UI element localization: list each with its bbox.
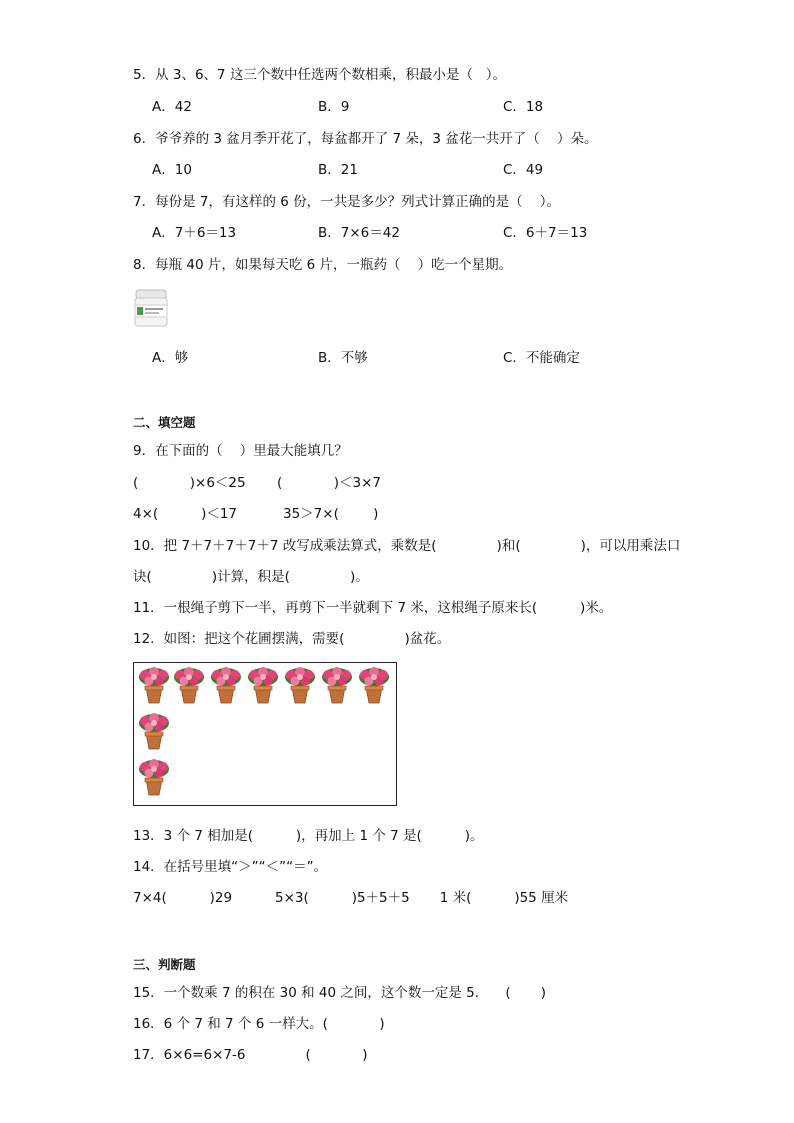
question-11: 11．一根绳子剪下一半，再剪下一半就剩下 7 米，这根绳子原来长( )米。	[133, 600, 613, 616]
question-15: 15．一个数乘 7 的积在 30 和 40 之间，这个数一定是 5． ( )	[133, 985, 546, 1001]
question-8-option-a: A．够	[152, 350, 189, 366]
question-8-option-c: C．不能确定	[503, 350, 580, 366]
question-9-row1-right: ( )＜3×7	[277, 475, 382, 491]
question-7-option-a: A．7＋6＝13	[152, 225, 237, 241]
question-8-stem: 8．每瓶 40 片，如果每天吃 6 片，一瓶药（ ）吃一个星期。	[133, 257, 513, 273]
section-3-heading: 三、判断题	[133, 957, 196, 972]
question-13: 13．3 个 7 相加是( )，再加上 1 个 7 是( )。	[133, 828, 484, 844]
question-5-option-c: C．18	[503, 99, 544, 115]
question-14-items: 7×4( )29 5×3( )5＋5＋5 1 米( )55 厘米	[133, 890, 569, 906]
medicine-bottle-image	[133, 288, 169, 328]
question-9-row2-right: 35＞7×( )	[283, 506, 379, 522]
question-7-option-b: B．7×6＝42	[318, 225, 400, 241]
question-10-line2: 诀( )计算，积是( )。	[133, 569, 369, 585]
question-6-option-a: A．10	[152, 162, 192, 178]
question-9-row2-left: 4×( )＜17	[133, 506, 238, 522]
flower-bed-figure	[133, 662, 397, 806]
question-6-option-b: B．21	[318, 162, 358, 178]
question-9-row1-left: ( )×6＜25	[133, 475, 246, 491]
question-5-option-a: A．42	[152, 99, 192, 115]
question-8-option-b: B．不够	[318, 350, 368, 366]
section-2-heading: 二、填空题	[133, 415, 196, 430]
question-5-option-b: B．9	[318, 99, 350, 115]
question-6-stem: 6．爷爷养的 3 盆月季开花了，每盆都开了 7 朵，3 盆花一共开了（ ）朵。	[133, 131, 598, 147]
question-10-line1: 10．把 7＋7＋7＋7＋7 改写成乘法算式，乘数是( )和( )，可以用乘法口	[133, 538, 681, 554]
question-16: 16．6 个 7 和 7 个 6 一样大。( )	[133, 1016, 385, 1032]
question-5-stem: 5．从 3、6、7 这三个数中任选两个数相乘，积最小是（ ）。	[133, 67, 507, 83]
question-14-stem: 14．在括号里填“＞”“＜”“＝”。	[133, 859, 328, 875]
question-12-stem: 12．如图：把这个花圃摆满，需要( )盆花。	[133, 631, 451, 647]
question-7-option-c: C．6＋7＝13	[503, 225, 588, 241]
question-6-option-c: C．49	[503, 162, 544, 178]
question-7-stem: 7．每份是 7，有这样的 6 份，一共是多少？列式计算正确的是（ ）。	[133, 194, 561, 210]
question-9-stem: 9．在下面的（ ）里最大能填几？	[133, 443, 348, 459]
question-17: 17．6×6=6×7-6 ( )	[133, 1047, 368, 1063]
